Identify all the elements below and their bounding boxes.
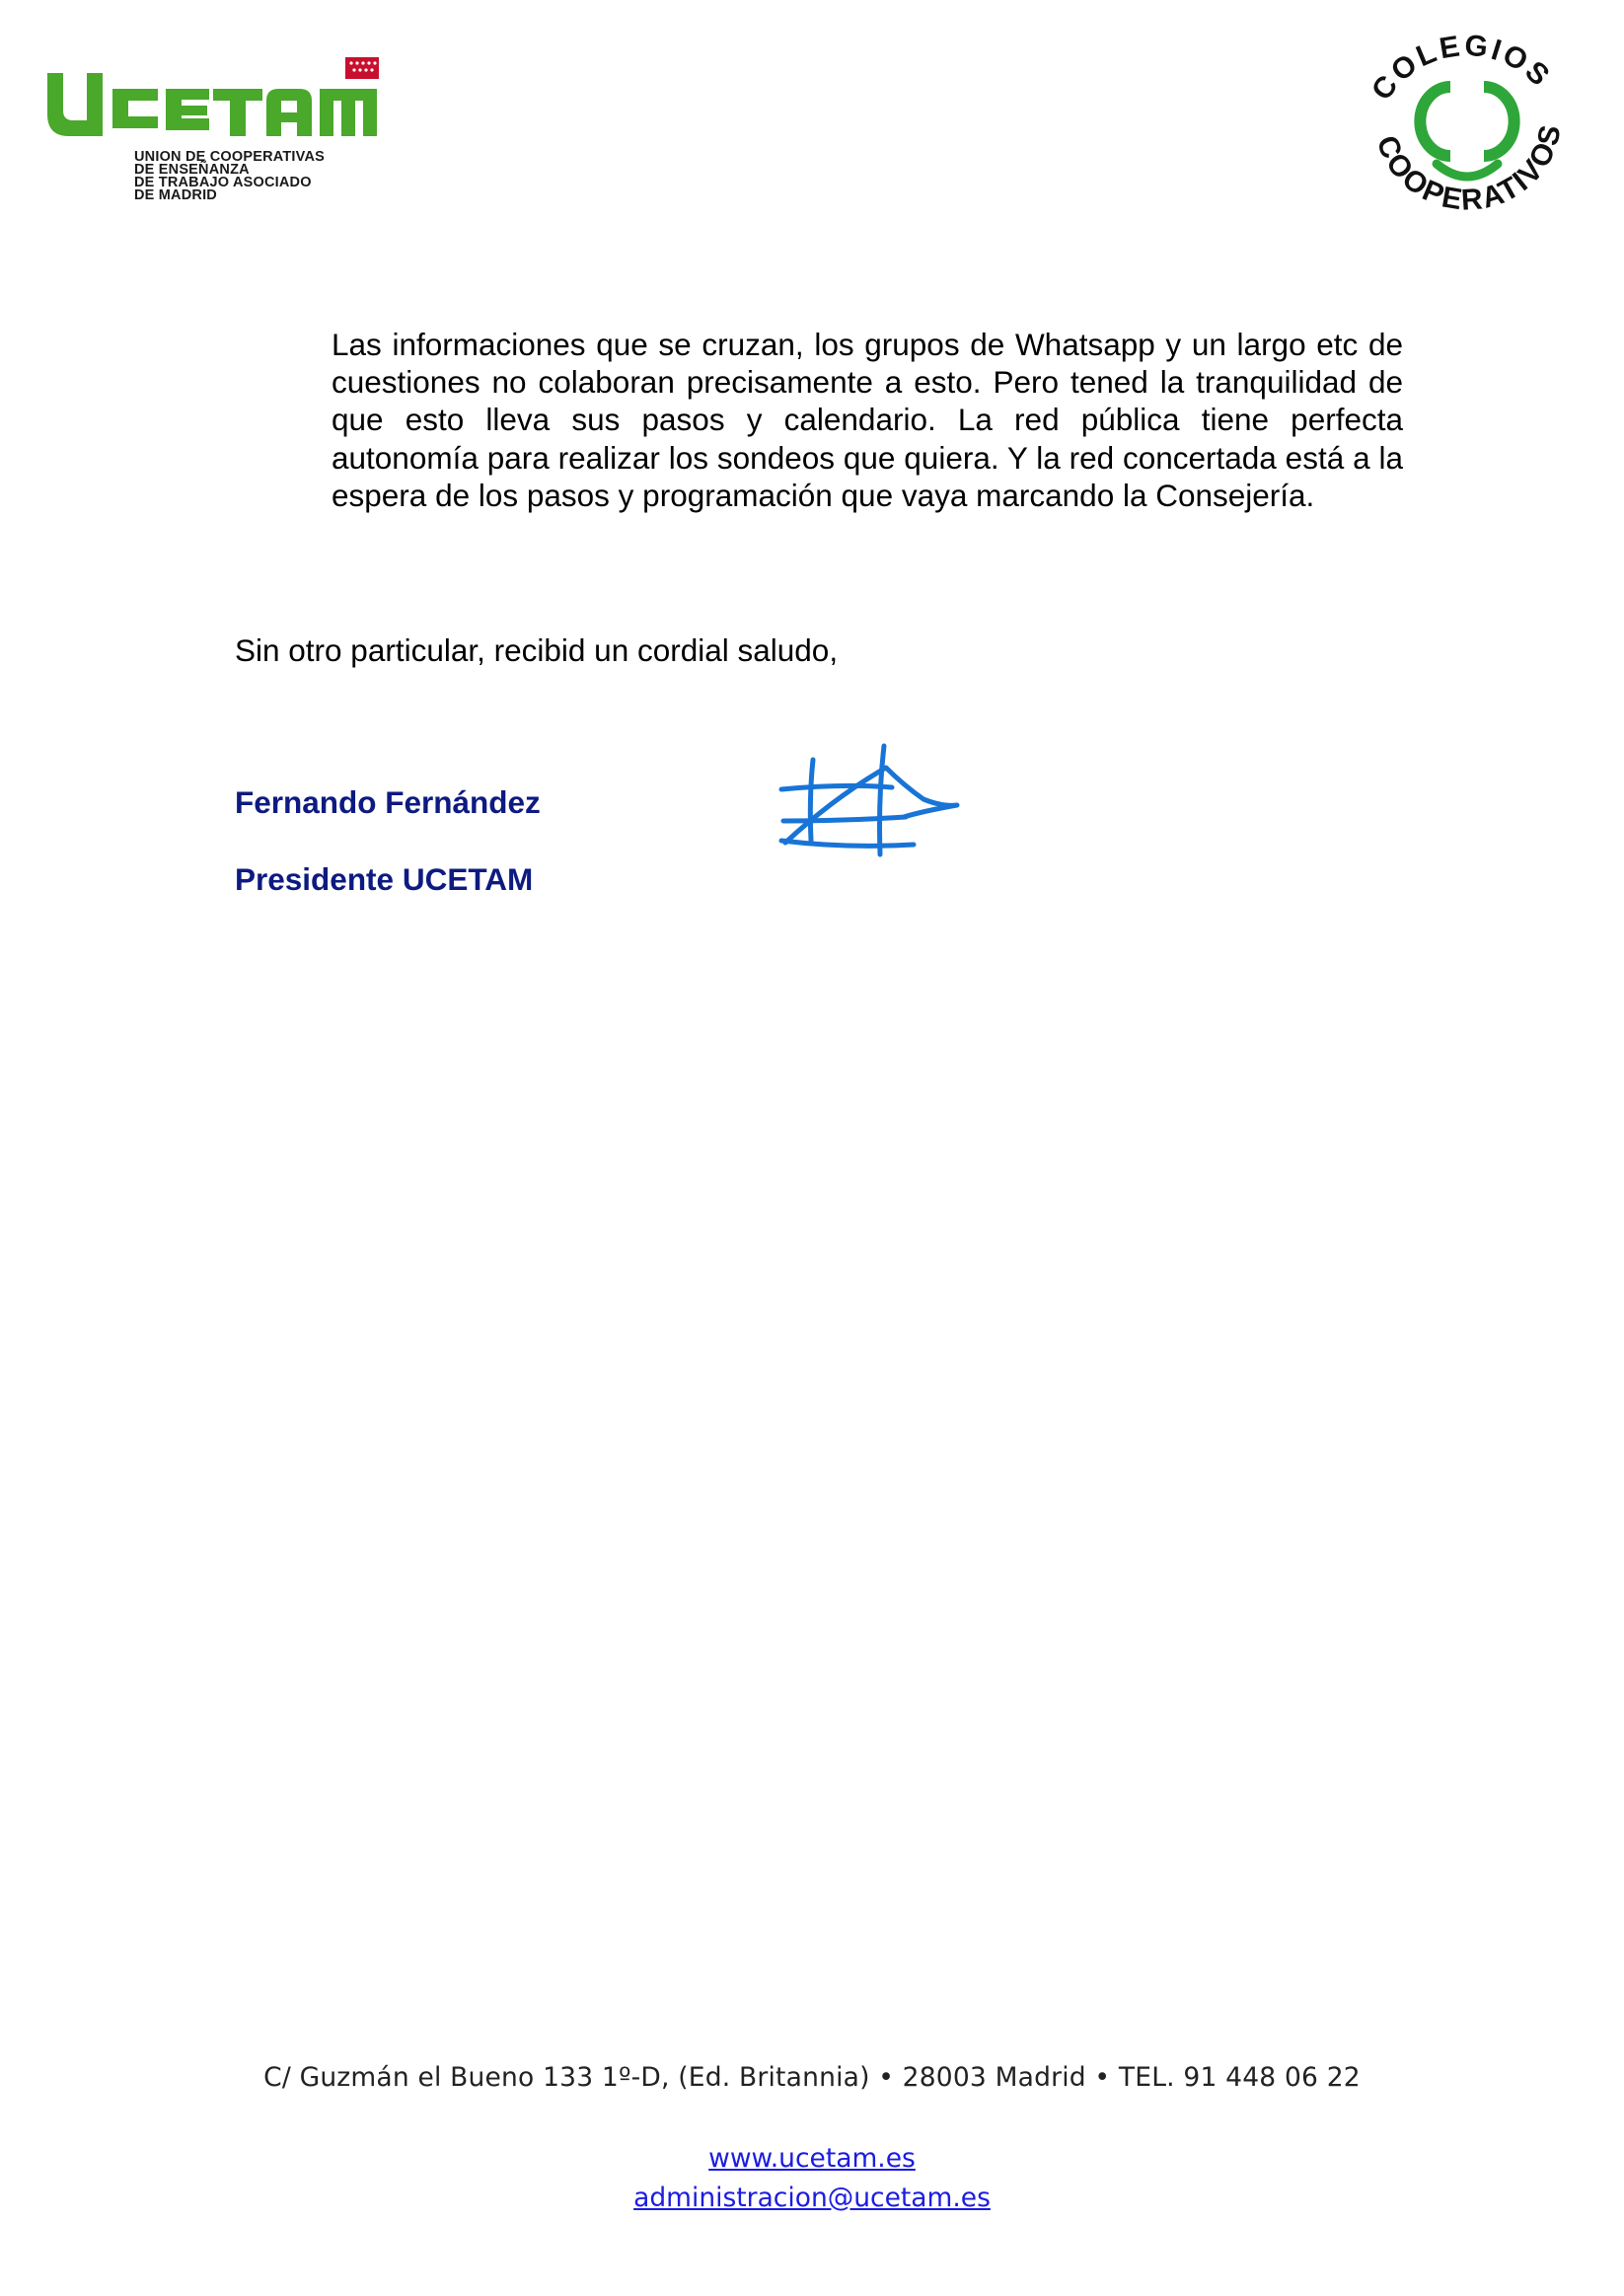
svg-text:COLEGIOS: COLEGIOS bbox=[1366, 29, 1558, 107]
logo-subtitle-line: UNION DE COOPERATIVAS bbox=[134, 149, 325, 165]
letter-closing: Sin otro particular, recibid un cordial saludo, bbox=[235, 632, 839, 668]
email-link[interactable]: administracion@ucetam.es bbox=[633, 2183, 991, 2213]
signer-title: Presidente UCETAM bbox=[235, 861, 534, 897]
letter-paragraph: Las informaciones que se cruzan, los grupos de Whatsapp y un largo etc de cuestiones no colaboran precisamente a esto. Pero tened la tranquilidad de que esto lleva sus pasos y calendario. La red pública tiene perfecta autonomía para realizar los sondeos que quiera. Y la red concertada está a la espera de los pasos y programación que vaya marcando la Consejería. bbox=[332, 327, 1403, 513]
ucetam-logo bbox=[43, 53, 379, 211]
logo-subtitle-line: DE TRABAJO ASOCIADO bbox=[134, 175, 312, 190]
colegios-cooperativos-logo bbox=[1354, 26, 1581, 233]
ucetam-wordmark bbox=[43, 53, 379, 152]
website-link[interactable]: www.ucetam.es bbox=[708, 2143, 916, 2174]
footer-address: C/ Guzmán el Bueno 133 1º-D, (Ed. Britannia) • 28003 Madrid • TEL. 91 448 06 22 bbox=[263, 2062, 1361, 2093]
logo-subtitle-line: DE MADRID bbox=[134, 187, 217, 203]
svg-text:COOPERATIVOS: COOPERATIVOS bbox=[1369, 120, 1568, 217]
signer-name: Fernando Fernández bbox=[235, 784, 541, 820]
handwritten-signature bbox=[775, 738, 963, 860]
logo-subtitle-line: DE ENSEÑANZA bbox=[134, 162, 250, 178]
